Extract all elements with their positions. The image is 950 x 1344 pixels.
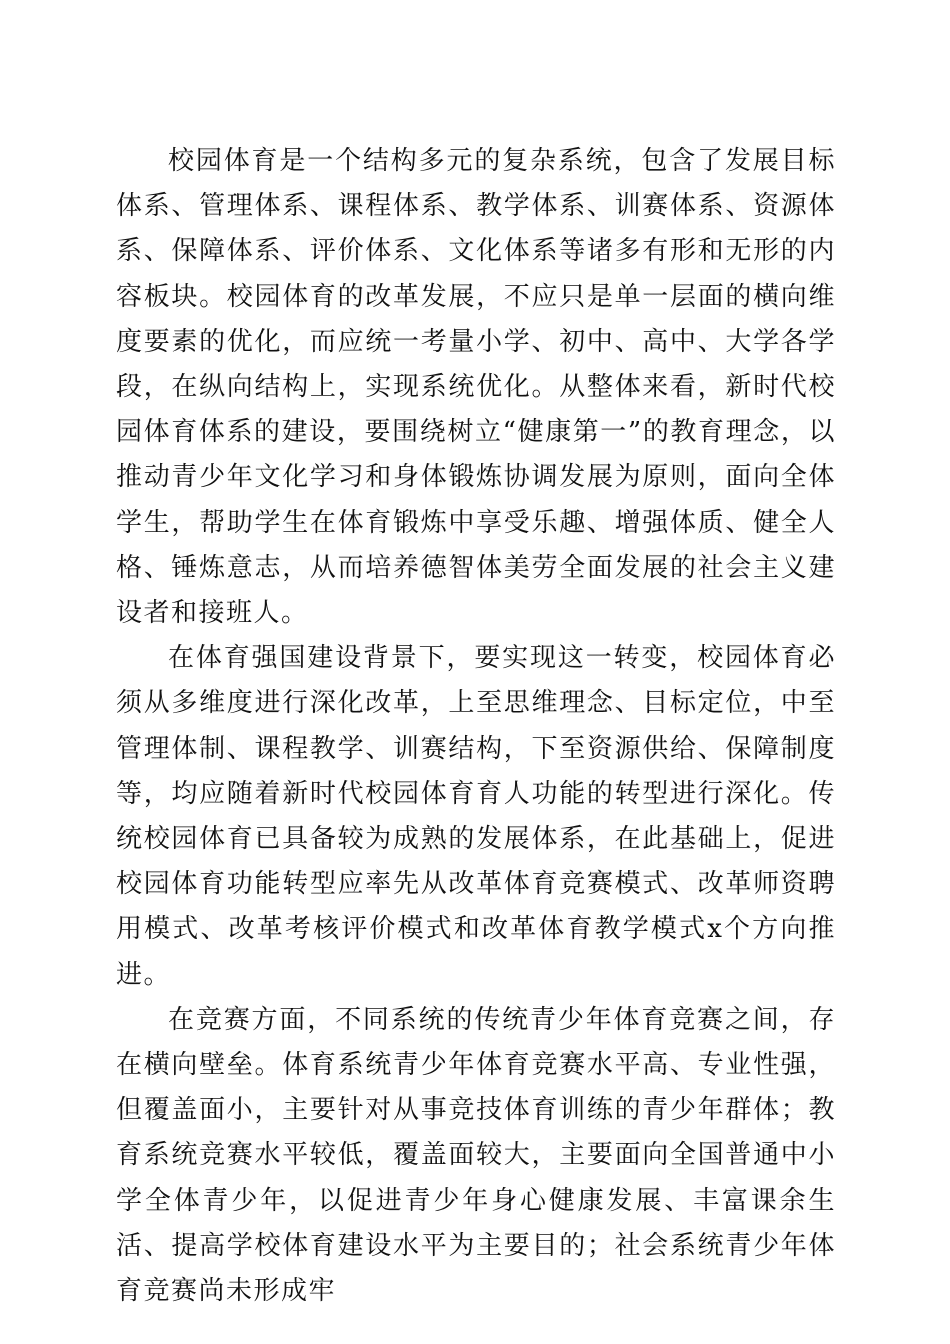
paragraph-3: 在竞赛方面，不同系统的传统青少年体育竞赛之间，存在横向壁垒。体育系统青少年体育竞赛水平高、专业性强，但覆盖面小，主要针对从事竞技体育训练的青少年群体；教育系统竞赛水平较低，覆盖面较大，主要面向全国普通中小学全体青少年，以促进青少年身心健康发展、丰富课余生活、提高学校体育建设水平为主要目的；社会系统青少年体育竞赛尚未形成牢: [116, 1004, 836, 1307]
paragraph-2: 在体育强国建设背景下，要实现这一转变，校园体育必须从多维度进行深化改革，上至思维理念、目标定位，中至管理体制、课程教学、训赛结构，下至资源供给、保障制度等，均应随着新时代校园体育育人功能的转型进行深化。传统校园体育已具备较为成熟的发展体系，在此基础上，促进校园体育功能转型应率先从改革体育竞赛模式、改革师资聘用模式、改革考核评价模式和改革体育教学模式x个方向推进。: [116, 643, 836, 990]
document-body: [116, 139, 836, 1314]
paragraph-1: 校园体育是一个结构多元的复杂系统，包含了发展目标体系、管理体系、课程体系、教学体系、训赛体系、资源体系、保障体系、评价体系、文化体系等诸多有形和无形的内容板块。校园体育的改革发展，不应只是单一层面的横向维度要素的优化，而应统一考量小学、初中、高中、大学各学段，在纵向结构上，实现系统优化。从整体来看，新时代校园体育体系的建设，要围绕树立“健康第一”的教育理念，以推动青少年文化学习和身体锻炼协调发展为原则，面向全体学生，帮助学生在体育锻炼中享受乐趣、增强体质、健全人格、锤炼意志，从而培养德智体美劳全面发展的社会主义建设者和接班人。: [116, 146, 836, 629]
